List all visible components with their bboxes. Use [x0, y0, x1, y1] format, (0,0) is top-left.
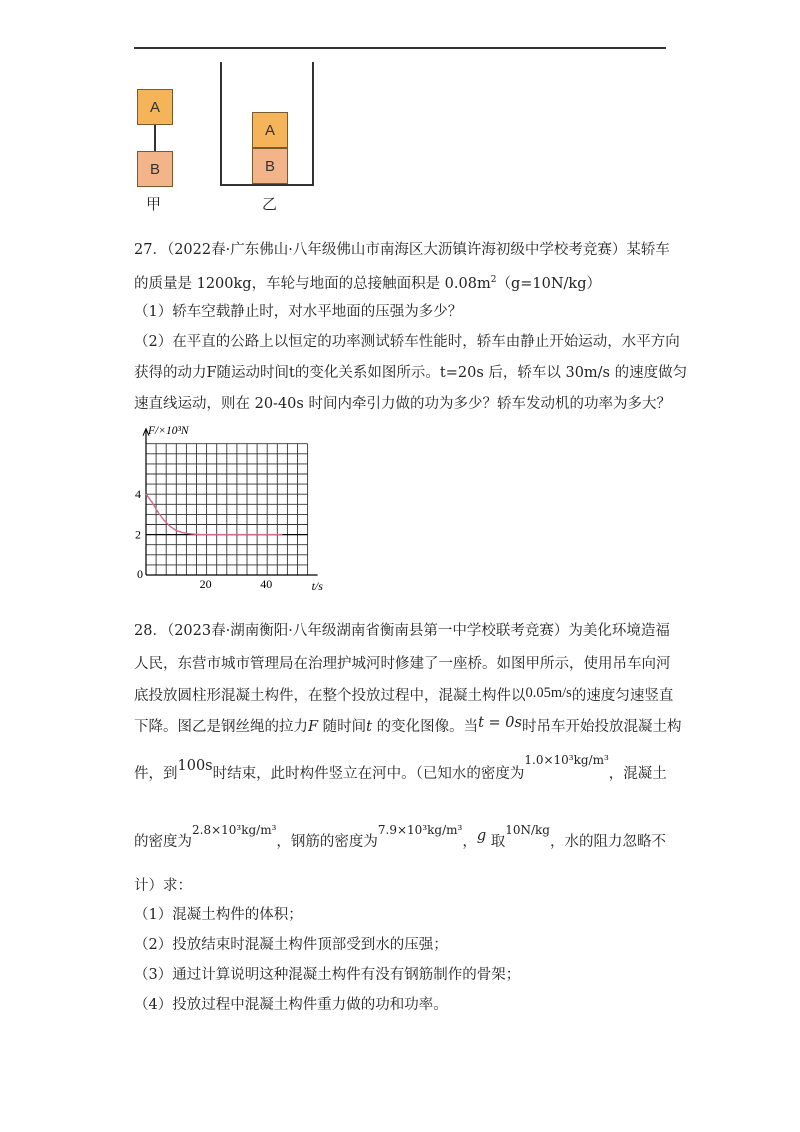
q27-sub2-line3: 速直线运动，则在 20-40s 时间内牵引力做的功为多少？轿车发动机的功率为多大？ [134, 396, 671, 412]
q28-line1: 28．（2023春·湖南衡阳·八年级湖南省衡南县第一中学校联考竞赛）为美化环境造福 [134, 623, 670, 639]
q28-line5: 件，到100s时结束，此时构件竖立在河中。（已知水的密度为$^{1.0\times 10^3kg/m^3}$，混凝土 [134, 753, 667, 782]
block-a-in-container: A [252, 112, 288, 148]
q28-line6: 的密度为$^{2.8\times 10^3kg/m^3}$，钢筋的密度为$^{7.9\times 10^3kg/m^3}$，g 取$^{10N/kg}$，水的阻力忽略不 [134, 823, 666, 850]
q28-sub1: （1）混凝土构件的体积； [134, 907, 303, 923]
force-time-chart [128, 420, 348, 592]
q28-line3: 底投放圆柱形混凝土构件，在整个投放过程中，混凝土构件以0.05m/s的速度匀速竖直 [134, 685, 674, 704]
caption-yi: 乙 [262, 195, 278, 213]
y-axis-label: F/×10³N [148, 425, 189, 437]
q27-line2: 的质量是 1200kg，车轮与地面的总接触面积是 $0.08m^2(g=10N/kg)$ [134, 275, 601, 292]
q28-line2: 人民，东营市城市管理局在治理护城河时修建了一座桥。如图甲所示，使用吊车向河 [134, 656, 671, 672]
container-left-wall [220, 62, 222, 186]
q27-sub1: （1）轿车空载静止时，对水平地面的压强为多少？ [134, 304, 463, 320]
block-b-in-container: B [252, 148, 288, 184]
block-a: A [137, 89, 173, 125]
q27-sub2-line1: （2）在平直的公路上以恒定的功率测试轿车性能时，轿车由静止开始运动，水平方向 [134, 334, 680, 350]
string-line [154, 125, 156, 151]
figure-yi [220, 62, 315, 187]
q27-sub2-line2: 获得的动力F随运动时间t的变化关系如图所示。t=20s 后，轿车以 30m/s 的速度做匀 [134, 365, 688, 381]
q28-sub2: （2）投放结束时混凝土构件顶部受到水的压强； [134, 937, 448, 953]
caption-jia: 甲 [146, 195, 162, 213]
x-tick-label: 40 [260, 577, 273, 591]
q28-line4: 下降。图乙是钢丝绳的拉力F 随时间t 的变化图像。当t = 0s时吊车开始投放混凝土构 [134, 715, 682, 735]
header-rule [134, 47, 666, 49]
x-axis-label: t/s [311, 579, 323, 592]
q27-line1: 27．（2022春·广东佛山·八年级佛山市南海区大沥镇许海初级中学校考竞赛）某轿车 [134, 242, 670, 258]
block-b: B [137, 151, 173, 187]
y-tick-label: 2 [135, 527, 141, 542]
x-tick-label: 20 [199, 577, 212, 591]
container-right-wall [312, 62, 314, 186]
y-tick-label: 4 [135, 487, 141, 502]
q28-sub4: （4）投放过程中混凝土构件重力做的功和功率。 [134, 997, 448, 1013]
container-bottom [220, 184, 314, 186]
x-tick-label: 0 [137, 567, 143, 581]
q28-line7: 计）求： [134, 878, 192, 894]
q28-sub3: （3）通过计算说明这种混凝土构件有没有钢筋制作的骨架； [134, 967, 521, 983]
